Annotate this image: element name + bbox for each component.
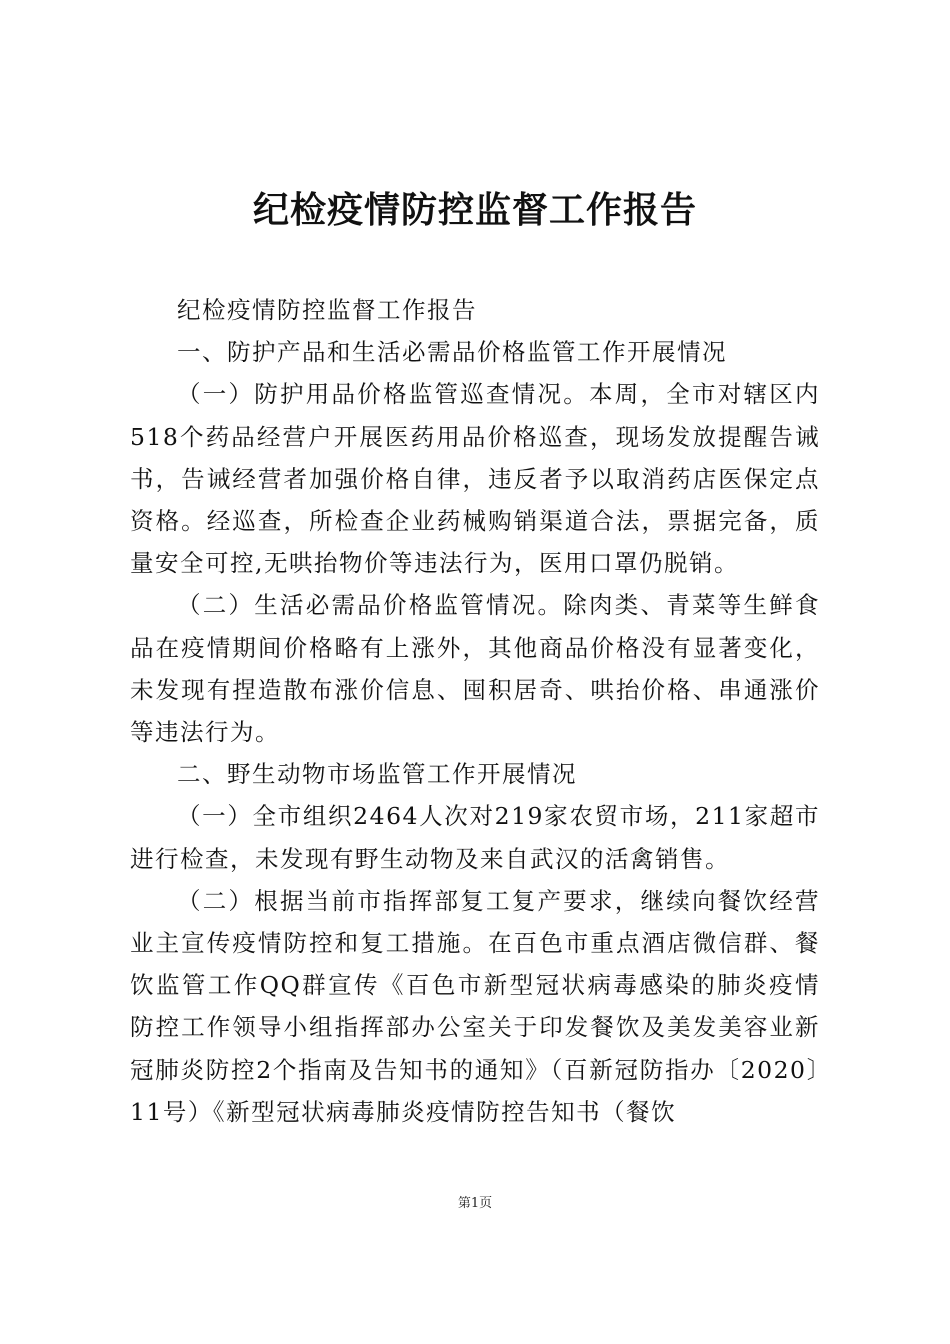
paragraph-protective-goods: （一）防护用品价格监管巡查情况。本周，全市对辖区内518个药品经营户开展医药用品价格巡查，现场发放提醒告诫书，告诫经营者加强价格自律，违反者予以取消药店医保定点资格。经巡查，所检查企业药械购销渠道合法，票据完备，质量安全可控,无哄抬物价等违法行为，医用口罩仍脱销。: [130, 380, 820, 578]
paragraph-market-inspection: （一）全市组织2464人次对219家农贸市场，211家超市进行检查，未发现有野生动物及来自武汉的活禽销售。: [130, 802, 820, 873]
page-number: 第1页: [457, 1196, 493, 1211]
paragraph-restaurant-publicity: （二）根据当前市指挥部复工复产要求，继续向餐饮经营业主宣传疫情防控和复工措施。在百色市重点酒店微信群、餐饮监管工作QQ群宣传《百色市新型冠状病毒感染的肺炎疫情防控工作领导小组指挥部办公室关于印发餐饮及美发美容业新冠肺炎防控2个指南及告知书的通知》（百新冠防指办〔2020〕11号）《新型冠状病毒肺炎疫情防控告知书（餐饮: [130, 886, 820, 1126]
document-body: [130, 289, 820, 1133]
document-title: 纪检疫情防控监督工作报告: [252, 189, 697, 231]
paragraph-heading-repeat: 纪检疫情防控监督工作报告: [177, 296, 477, 324]
section-heading-1: 一、防护产品和生活必需品价格监管工作开展情况: [177, 338, 727, 367]
section-heading-2: 二、野生动物市场监管工作开展情况: [177, 760, 577, 789]
paragraph-daily-necessities: （二）生活必需品价格监管情况。除肉类、青菜等生鲜食品在疫情期间价格略有上涨外，其他商品价格没有显著变化，未发现有捏造散布涨价信息、囤积居奇、哄抬价格、串通涨价等违法行为。: [130, 591, 820, 747]
